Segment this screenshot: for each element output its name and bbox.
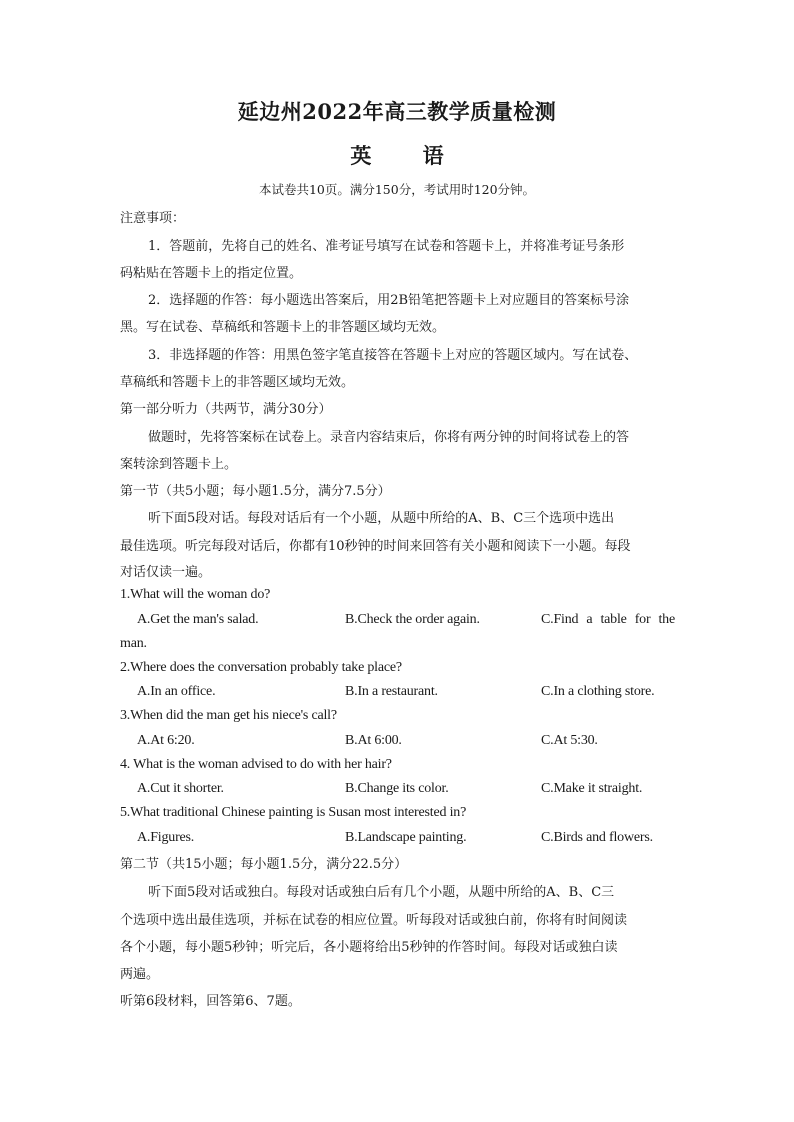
q3-option-c: C.At 5:30. [541, 733, 598, 748]
q1-option-c: C.Find a table for the [541, 612, 675, 627]
q1-option-a: A.Get the man's salad. [137, 612, 259, 627]
question-3: 3.When did the man get his niece's call? [120, 708, 337, 723]
question-2: 2.Where does the conversation probably take place? [120, 660, 402, 675]
q1-option-b: B.Check the order again. [345, 612, 480, 627]
notes-line: 1．答题前，先将自己的姓名、准考证号填写在试卷和答题卡上，并将准考证号条形 [148, 239, 625, 254]
notes-line: 码粘贴在答题卡上的指定位置。 [120, 266, 303, 281]
notes-line: 草稿纸和答题卡上的非答题区域均无效。 [120, 375, 355, 390]
q3-option-a: A.At 6:20. [137, 733, 195, 748]
q5-option-a: A.Figures. [137, 830, 195, 845]
question-5: 5.What traditional Chinese painting is Susan most interested in? [120, 805, 467, 820]
section2-heading: 第二节（共15小题；每小题1.5分，满分22.5分） [120, 857, 408, 872]
section2-intro-line: 各个小题，每小题5秒钟；听完后，各小题将给出5秒钟的作答时间。每段对话或独白读 [120, 940, 618, 955]
part1-heading: 第一部分听力（共两节，满分30分） [120, 402, 332, 417]
q2-option-b: B.In a restaurant. [345, 684, 438, 699]
q1-option-c-continued: man. [120, 636, 147, 651]
section2-intro-line: 个选项中选出最佳选项，并标在试卷的相应位置。听每段对话或独白前，你将有时间阅读 [120, 913, 628, 928]
q5-option-c: C.Birds and flowers. [541, 830, 653, 845]
q5-option-b: B.Landscape painting. [345, 830, 467, 845]
exam-title: 延边州2022年高三教学质量检测 [237, 99, 557, 124]
section2-next-material: 听第6段材料，回答第6、7题。 [120, 994, 301, 1009]
question-4: 4. What is the woman advised to do with her hair? [120, 757, 392, 772]
q4-option-a: A.Cut it shorter. [137, 781, 224, 796]
q2-option-a: A.In an office. [137, 684, 216, 699]
part1-intro-line: 做题时，先将答案标在试卷上。录音内容结束后，你将有两分钟的时间将试卷上的答 [148, 430, 630, 445]
section2-intro-line: 听下面5段对话或独白。每段对话或独白后有几个小题，从题中所给的A、B、C三 [148, 885, 615, 900]
q2-option-c: C.In a clothing store. [541, 684, 655, 699]
notes-line: 2．选择题的作答：每小题选出答案后，用2B铅笔把答题卡上对应题目的答案标号涂 [148, 293, 630, 308]
notes-line: 黑。写在试卷、草稿纸和答题卡上的非答题区域均无效。 [120, 320, 446, 335]
section1-intro-line: 听下面5段对话。每段对话后有一个小题，从题中所给的A、B、C三个选项中选出 [148, 511, 615, 526]
section1-intro-line: 最佳选项。听完每段对话后，你都有10秒钟的时间来回答有关小题和阅读下一小题。每段 [120, 539, 631, 554]
q4-option-b: B.Change its color. [345, 781, 449, 796]
exam-subject: 英 语 [350, 143, 466, 168]
section2-intro-line: 两遍。 [120, 967, 160, 982]
notes-heading: 注意事项： [120, 211, 186, 226]
question-1: 1.What will the woman do? [120, 587, 271, 602]
exam-meta: 本试卷共10页。满分150分，考试用时120分钟。 [258, 182, 536, 197]
q3-option-b: B.At 6:00. [345, 733, 402, 748]
section1-intro-line: 对话仅读一遍。 [120, 565, 212, 580]
q4-option-c: C.Make it straight. [541, 781, 643, 796]
notes-line: 3．非选择题的作答：用黑色签字笔直接答在答题卡上对应的答题区域内。写在试卷、 [148, 348, 638, 363]
section1-heading: 第一节（共5小题；每小题1.5分，满分7.5分） [120, 484, 391, 499]
part1-intro-line: 案转涂到答题卡上。 [120, 457, 238, 472]
